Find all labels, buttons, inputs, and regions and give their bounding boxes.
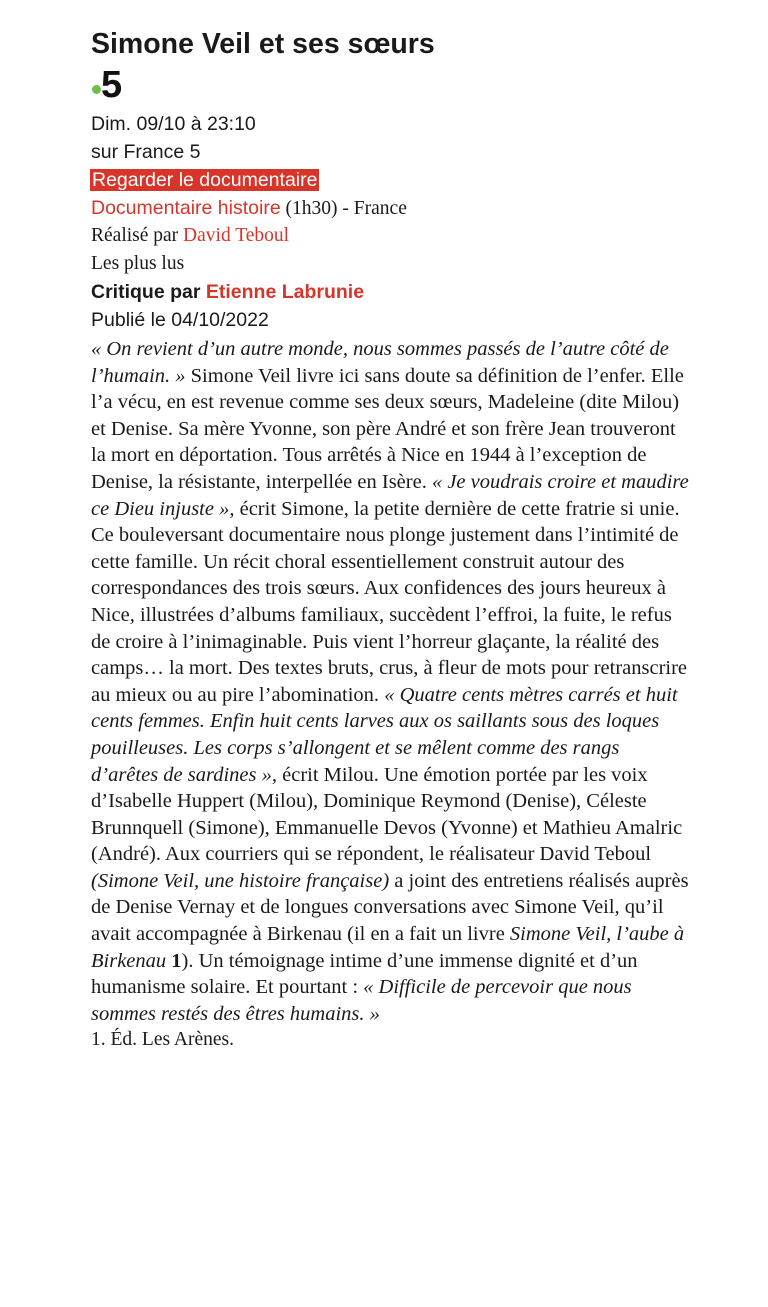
- broadcast-network: sur France 5: [91, 141, 201, 163]
- book-title: Simone Veil, l’aube à Birkenau: [91, 923, 685, 972]
- footnote-ref[interactable]: 1: [166, 949, 182, 972]
- quote: « Quatre cents mètres carrés et huit cents femmes. Enfin huit cents larves aux os saillants sous des loques pouilleuses. Les corps s’allongent et se mêlent comme des rangs d’arêtes de sardines »,: [91, 683, 678, 786]
- quote: « Je voudrais croire et maudire ce Dieu injuste »,: [91, 470, 689, 520]
- review-body: [91, 336, 691, 1027]
- watch-documentary-link[interactable]: Regarder le documentaire: [92, 169, 318, 191]
- publish-date: Publié le 04/10/2022: [91, 309, 269, 331]
- channel-dot-icon: [92, 85, 101, 94]
- article: [91, 24, 691, 1053]
- director-line: [91, 222, 691, 250]
- page-title: Simone Veil et ses sœurs: [91, 28, 435, 60]
- channel-logo: [91, 64, 691, 110]
- film-title: (Simone Veil, une histoire française): [91, 869, 390, 892]
- genre-link[interactable]: Documentaire histoire: [91, 197, 281, 219]
- review-by-label: Critique par: [91, 281, 201, 303]
- director-prefix: Réalisé par: [91, 225, 179, 246]
- review-author-link[interactable]: Etienne Labrunie: [205, 281, 365, 303]
- duration: (1h30): [285, 198, 338, 219]
- director-link[interactable]: David Teboul: [183, 225, 290, 246]
- quote: « Difficile de percevoir que nous sommes restés des êtres humains. »: [91, 976, 632, 1025]
- review-paragraph: « On revient d’un autre monde, nous sommes passés de l’autre côté de l’humain. » Simone Veil livre ici sans doute sa définition de l’enfer. Elle l’a vécu, en est revenue comme ses deux sœurs, Madeleine (dite Milou) et Denise. Sa mère Yvonne, son père André et son frère Jean trouveront la mort en déportation. Tous arrêtés à Nice en 1944 à l’exception de Denise, la résistante, interpellée en Isère. « Je voudrais croire et maudire ce Dieu injuste », écrit Simone, la petite dernière de cette fratrie si unie.: [91, 338, 689, 520]
- country: - France: [342, 198, 407, 219]
- most-read-label: Les plus lus: [91, 253, 185, 274]
- channel-number: 5: [101, 64, 123, 106]
- program-meta: [91, 194, 691, 222]
- review-paragraph: Ce bouleversant documentaire nous plonge justement dans l’intimité de cette famille. Un récit choral essentiellement construit autour des correspondances des trois sœurs. Aux confidences des jours heureux à Nice, illustrées d’albums familiaux, succèdent l’effroi, la fuite, le refus de croire à l’inimaginable. Puis vient l’horreur glaçante, la réalité des camps… la mort. Des textes bruts, crus, à fleur de mots pour retranscrire au mieux ou au pire l’abomination. « Quatre cents mètres carrés et huit cents femmes. Enfin huit cents larves aux os saillants sous des loques pouilleuses. Les corps s’allongent et se mêlent comme des rangs d’arêtes de sardines », écrit Milou. Une émotion portée par les voix d’Isabelle Huppert (Milou), Dominique Reymond (Denise), Céleste Brunnquell (Simone), Emmanuelle Devos (Yvonne) et Mathieu Amalric (André). Aux courriers qui se répondent, le réalisateur David Teboul (Simone Veil, une histoire française) a joint des entretiens réalisés auprès de Denise Vernay et de longues conversations avec Simone Veil, qu’il avait accompagnée à Birkenau (il en a fait un livre Simone Veil, l’aube à Birkenau 1). Un témoignage intime d’une immense dignité et d’un humanisme solaire. Et pourtant : « Difficile de percevoir que nous sommes restés des êtres humains. »: [91, 524, 689, 1025]
- quote: « On revient d’un autre monde, nous sommes passés de l’autre côté de l’humain. »: [91, 338, 669, 387]
- review-byline: [91, 278, 691, 306]
- broadcast-date: Dim. 09/10 à 23:10: [91, 113, 256, 135]
- footnote: 1. Éd. Les Arènes.: [91, 1029, 234, 1051]
